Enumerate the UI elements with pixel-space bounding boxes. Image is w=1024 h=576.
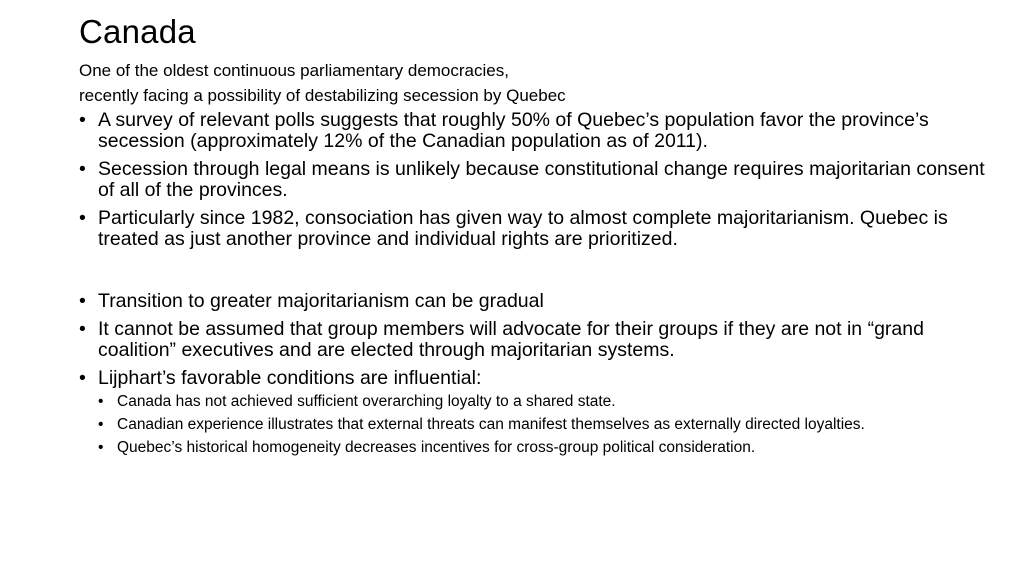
bullet-spacer: [79, 257, 999, 291]
bullet-item: • A survey of relevant polls suggests that roughly 50% of Quebec’s population favor the province’s secession (approximately 12% of the Canadian population as of 2011).: [79, 110, 999, 152]
subtitle-line-1: One of the oldest continuous parliamentary democracies,: [79, 61, 509, 80]
bullet-item: • Secession through legal means is unlikely because constitutional change requires majoritarian consent of all of the provinces.: [79, 159, 999, 201]
slide-title: Canada: [79, 13, 196, 50]
bullet-item: • Particularly since 1982, consociation has given way to almost complete majoritarianism. Quebec is treated as just another province and individual rights are prioritized.: [79, 208, 999, 250]
sub-bullet-item: • Canada has not achieved sufficient overarching loyalty to a shared state.: [98, 393, 999, 410]
bullet-item: • Lijphart’s favorable conditions are influential:: [79, 368, 999, 389]
bullet-item: • Transition to greater majoritarianism can be gradual: [79, 291, 999, 312]
bullet-group: [79, 368, 999, 456]
sub-bullet-item: • Quebec’s historical homogeneity decreases incentives for cross-group political consideration.: [98, 439, 999, 456]
slide-subtitle: [79, 58, 566, 108]
sub-bullet-item: • Canadian experience illustrates that external threats can manifest themselves as externally directed loyalties.: [98, 416, 999, 433]
subtitle-line-2: recently facing a possibility of destabilizing secession by Quebec: [79, 86, 566, 105]
bullet-item: • It cannot be assumed that group members will advocate for their groups if they are not in “grand coalition” executives and are elected through majoritarian systems.: [79, 319, 999, 361]
sub-bullet-list: [79, 393, 999, 456]
bullet-list: [79, 110, 999, 462]
